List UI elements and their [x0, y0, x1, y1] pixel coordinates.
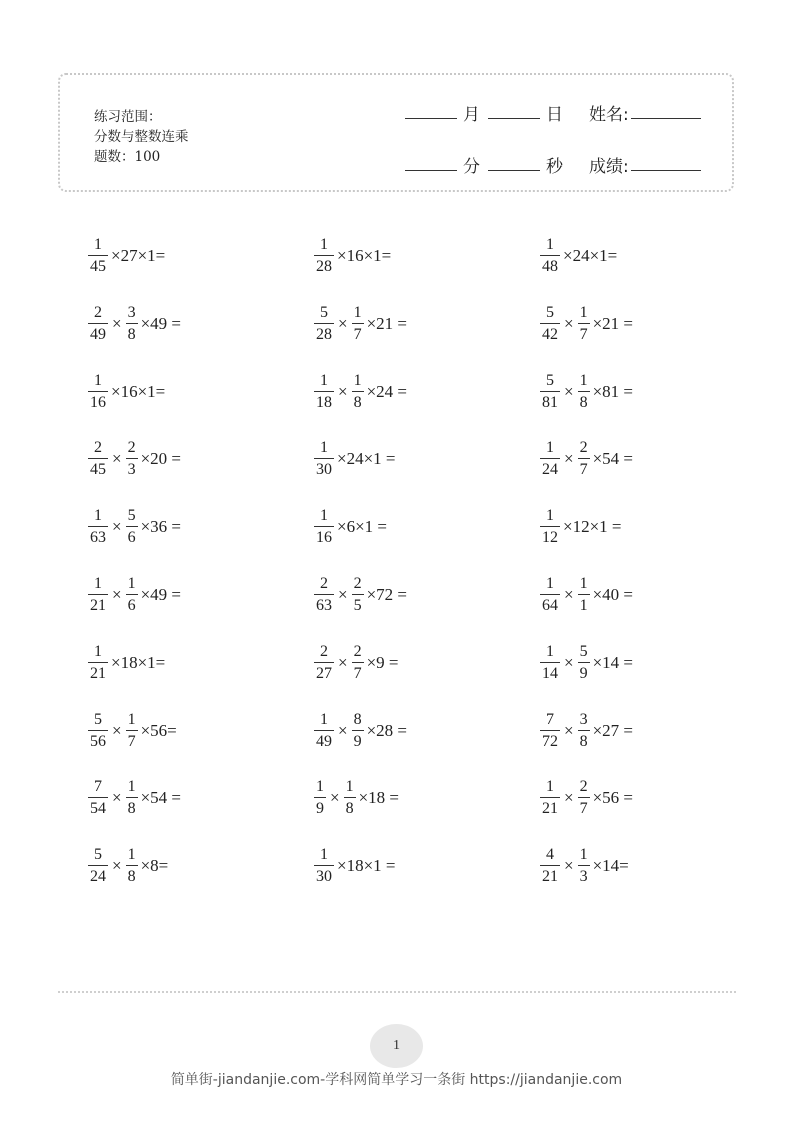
problem-tail: ×27×1= — [111, 246, 166, 265]
numerator: 1 — [353, 371, 362, 389]
problem — [88, 503, 181, 551]
numerator: 1 — [546, 507, 554, 525]
denominator: 54 — [88, 797, 108, 817]
problem — [88, 639, 165, 687]
numerator: 1 — [320, 507, 328, 525]
fraction — [314, 440, 334, 478]
fraction — [314, 373, 334, 411]
fraction — [352, 305, 364, 343]
fraction — [578, 576, 590, 614]
numerator: 1 — [94, 371, 102, 389]
problem-row — [88, 232, 748, 300]
times-sign: × — [564, 381, 574, 401]
times-sign: × — [112, 788, 122, 808]
problem — [540, 774, 633, 822]
problem-tail: ×20 = — [140, 449, 182, 469]
problem-tail: ×49 = — [140, 313, 182, 333]
numerator: 1 — [546, 236, 554, 253]
page-number: 1 — [370, 1024, 423, 1068]
problem — [540, 368, 633, 416]
problem-count: 题数：100 — [94, 149, 161, 165]
time-score-row — [405, 151, 701, 177]
denominator: 5 — [352, 594, 364, 614]
problem-tail: ×24×1 = — [337, 449, 396, 469]
denominator: 7 — [126, 730, 138, 750]
problem-row — [88, 639, 748, 707]
times-sign: × — [330, 788, 340, 808]
problem — [540, 707, 633, 755]
times-sign: × — [564, 584, 574, 604]
numerator: 2 — [320, 642, 328, 660]
fraction — [578, 373, 590, 411]
denominator: 8 — [352, 391, 364, 411]
fraction — [314, 644, 334, 682]
denominator: 7 — [352, 662, 364, 682]
denominator: 56 — [88, 730, 108, 750]
problem-row — [88, 503, 748, 571]
numerator: 1 — [316, 778, 324, 796]
problem-tail: ×54 = — [140, 788, 182, 808]
times-sign: × — [564, 720, 574, 740]
times-sign: × — [112, 856, 122, 876]
fraction — [88, 305, 108, 343]
denominator: 9 — [578, 662, 590, 682]
denominator: 8 — [344, 797, 356, 817]
fraction — [126, 305, 138, 343]
denominator: 48 — [540, 255, 560, 275]
problem — [540, 300, 633, 348]
numerator: 1 — [94, 236, 102, 253]
problem — [540, 503, 622, 551]
fraction — [88, 508, 108, 546]
problem — [314, 571, 407, 619]
fraction — [314, 305, 334, 343]
times-sign: × — [112, 584, 122, 604]
numerator: 2 — [579, 439, 588, 457]
denominator: 72 — [540, 730, 560, 750]
denominator: 28 — [314, 323, 334, 343]
numerator: 3 — [579, 710, 588, 728]
numerator: 1 — [345, 778, 354, 796]
denominator: 49 — [314, 730, 334, 750]
times-sign: × — [338, 313, 348, 333]
times-sign: × — [112, 449, 122, 469]
problem-tail: ×18 = — [358, 788, 400, 808]
fraction — [126, 576, 138, 614]
fraction — [540, 440, 560, 478]
fraction — [540, 847, 560, 885]
score-blank[interactable] — [631, 169, 701, 171]
problem-row — [88, 435, 748, 503]
numerator: 1 — [127, 574, 136, 592]
fraction — [352, 373, 364, 411]
numerator: 1 — [127, 778, 136, 796]
fraction — [88, 847, 108, 885]
fraction — [540, 779, 560, 817]
denominator: 49 — [88, 323, 108, 343]
denominator: 7 — [578, 797, 590, 817]
numerator: 1 — [546, 778, 554, 796]
denominator: 21 — [88, 662, 108, 682]
problem-tail: ×18×1 = — [337, 856, 396, 876]
problem — [314, 300, 407, 348]
student-fields — [405, 99, 701, 203]
denominator: 8 — [126, 797, 138, 817]
denominator: 8 — [126, 323, 138, 343]
fraction — [88, 779, 108, 817]
problem — [88, 571, 181, 619]
numerator: 1 — [546, 642, 554, 660]
fraction — [344, 779, 356, 817]
month-blank[interactable] — [405, 117, 457, 119]
problem-tail: ×12×1 = — [563, 517, 622, 537]
problem-tail: ×54 = — [592, 449, 634, 469]
problem-tail: ×9 = — [366, 652, 399, 672]
denominator: 81 — [540, 391, 560, 411]
denominator: 16 — [88, 391, 108, 411]
numerator: 1 — [320, 236, 328, 253]
numerator: 2 — [94, 439, 102, 457]
numerator: 3 — [127, 303, 136, 321]
denominator: 63 — [314, 594, 334, 614]
numerator: 1 — [353, 303, 362, 321]
numerator: 5 — [546, 303, 554, 321]
day-blank[interactable] — [488, 117, 540, 119]
fraction — [314, 576, 334, 614]
times-sign: × — [338, 381, 348, 401]
fraction — [126, 847, 138, 885]
denominator: 21 — [88, 594, 108, 614]
month-label: 月 — [463, 105, 480, 125]
problem — [88, 707, 177, 755]
numerator: 1 — [579, 371, 588, 389]
times-sign: × — [338, 584, 348, 604]
numerator: 2 — [320, 574, 328, 592]
problem-row — [88, 571, 748, 639]
problem-row — [88, 300, 748, 368]
denominator: 1 — [578, 594, 590, 614]
problem-tail: ×81 = — [592, 381, 634, 401]
numerator: 1 — [127, 710, 136, 728]
denominator: 45 — [88, 255, 108, 275]
fraction — [126, 779, 138, 817]
numerator: 5 — [127, 507, 136, 525]
fraction — [578, 305, 590, 343]
fraction — [314, 847, 334, 885]
worksheet-header — [58, 73, 734, 192]
footer-divider — [58, 991, 736, 993]
numerator: 1 — [127, 846, 136, 864]
numerator: 8 — [353, 710, 362, 728]
problem-tail: ×56 = — [592, 788, 634, 808]
denominator: 21 — [540, 797, 560, 817]
problem — [540, 842, 629, 890]
denominator: 16 — [314, 526, 334, 546]
numerator: 2 — [127, 439, 136, 457]
fraction — [540, 712, 560, 750]
fraction — [540, 373, 560, 411]
fraction — [540, 644, 560, 682]
numerator: 1 — [320, 371, 328, 389]
worksheet-info — [94, 107, 189, 167]
problem-tail: ×56= — [140, 720, 177, 740]
problem-row — [88, 368, 748, 436]
denominator: 7 — [578, 458, 590, 478]
denominator: 24 — [540, 458, 560, 478]
numerator: 5 — [320, 303, 328, 321]
problem — [314, 232, 391, 280]
denominator: 63 — [88, 526, 108, 546]
times-sign: × — [564, 449, 574, 469]
date-name-row — [405, 99, 701, 125]
problem — [540, 571, 633, 619]
numerator: 2 — [353, 574, 362, 592]
times-sign: × — [338, 720, 348, 740]
score-label: 成绩: — [589, 157, 629, 177]
problem-tail: ×21 = — [592, 313, 634, 333]
numerator: 1 — [320, 710, 328, 728]
problem — [88, 300, 181, 348]
problem-tail: ×6×1 = — [337, 517, 388, 537]
problem-tail: ×21 = — [366, 313, 408, 333]
numerator: 2 — [94, 303, 102, 321]
denominator: 6 — [126, 526, 138, 546]
numerator: 2 — [353, 642, 362, 660]
fraction — [314, 779, 326, 817]
numerator: 1 — [94, 642, 102, 660]
problem-tail: ×14= — [592, 856, 629, 876]
problem-tail: ×16×1= — [111, 381, 166, 401]
fraction — [126, 712, 138, 750]
denominator: 14 — [540, 662, 560, 682]
problem-tail: ×14 = — [592, 652, 634, 672]
problem — [314, 368, 407, 416]
problem — [314, 707, 407, 755]
problem-tail: ×16×1= — [337, 246, 392, 265]
problem — [314, 639, 399, 687]
denominator: 30 — [314, 458, 334, 478]
fraction — [540, 508, 560, 546]
problem — [88, 368, 165, 416]
numerator: 1 — [579, 574, 588, 592]
problem — [314, 774, 399, 822]
numerator: 1 — [320, 439, 328, 457]
fraction — [578, 712, 590, 750]
denominator: 7 — [578, 323, 590, 343]
numerator: 5 — [579, 642, 588, 660]
times-sign: × — [112, 313, 122, 333]
problem-tail: ×36 = — [140, 517, 182, 537]
problem-row — [88, 707, 748, 775]
minute-label: 分 — [463, 157, 480, 177]
minute-blank[interactable] — [405, 169, 457, 171]
denominator: 6 — [126, 594, 138, 614]
fraction — [126, 440, 138, 478]
fraction — [88, 576, 108, 614]
fraction — [314, 237, 334, 275]
numerator: 1 — [546, 574, 554, 592]
numerator: 1 — [579, 846, 588, 864]
numerator: 7 — [546, 710, 554, 728]
denominator: 8 — [578, 730, 590, 750]
denominator: 64 — [540, 594, 560, 614]
times-sign: × — [564, 652, 574, 672]
times-sign: × — [564, 856, 574, 876]
fraction — [88, 373, 108, 411]
numerator: 1 — [546, 439, 554, 457]
denominator: 24 — [88, 865, 108, 885]
fraction — [540, 237, 560, 275]
fraction — [578, 847, 590, 885]
problem — [88, 435, 181, 483]
denominator: 45 — [88, 458, 108, 478]
fraction — [540, 576, 560, 614]
second-label: 秒 — [546, 157, 563, 177]
fraction — [352, 576, 364, 614]
denominator: 3 — [126, 458, 138, 478]
problem — [540, 639, 633, 687]
problem — [88, 842, 168, 890]
problem-row — [88, 774, 748, 842]
denominator: 21 — [540, 865, 560, 885]
denominator: 8 — [578, 391, 590, 411]
problem-row — [88, 842, 748, 910]
denominator: 9 — [314, 797, 326, 817]
problem-tail: ×18×1= — [111, 652, 166, 672]
name-blank[interactable] — [631, 117, 701, 119]
fraction — [352, 712, 364, 750]
fraction — [578, 440, 590, 478]
denominator: 27 — [314, 662, 334, 682]
footer-text: 简单街-jiandanjie.com-学科网简单学习一条街 https://jiandanjie.com — [170, 1072, 623, 1088]
denominator: 8 — [126, 865, 138, 885]
fraction — [578, 644, 590, 682]
numerator: 5 — [94, 846, 102, 864]
numerator: 5 — [94, 710, 102, 728]
problem — [314, 435, 396, 483]
problem — [88, 232, 165, 280]
numerator: 1 — [320, 846, 328, 864]
times-sign: × — [564, 788, 574, 808]
problem — [540, 232, 617, 280]
fraction — [126, 508, 138, 546]
fraction — [314, 712, 334, 750]
problem-tail: ×49 = — [140, 584, 182, 604]
problem-tail: ×24×1= — [563, 246, 618, 265]
problem-tail: ×27 = — [592, 720, 634, 740]
second-blank[interactable] — [488, 169, 540, 171]
problem-tail: ×24 = — [366, 381, 408, 401]
denominator: 3 — [578, 865, 590, 885]
fraction — [578, 779, 590, 817]
fraction — [352, 644, 364, 682]
numerator: 2 — [579, 778, 588, 796]
problem — [88, 774, 181, 822]
denominator: 18 — [314, 391, 334, 411]
problem-grid — [88, 232, 748, 910]
times-sign: × — [338, 652, 348, 672]
fraction — [88, 712, 108, 750]
denominator: 9 — [352, 730, 364, 750]
problem-tail: ×40 = — [592, 584, 634, 604]
times-sign: × — [564, 313, 574, 333]
denominator: 28 — [314, 255, 334, 275]
numerator: 7 — [94, 778, 102, 796]
fraction — [540, 305, 560, 343]
problem-tail: ×28 = — [366, 720, 408, 740]
denominator: 30 — [314, 865, 334, 885]
problem — [314, 842, 396, 890]
denominator: 7 — [352, 323, 364, 343]
range-value: 分数与整数连乘 — [94, 129, 189, 145]
denominator: 12 — [540, 526, 560, 546]
numerator: 5 — [546, 371, 554, 389]
day-label: 日 — [546, 105, 563, 125]
fraction — [88, 440, 108, 478]
denominator: 42 — [540, 323, 560, 343]
numerator: 1 — [579, 303, 588, 321]
numerator: 4 — [546, 846, 554, 864]
fraction — [314, 508, 334, 546]
fraction — [88, 644, 108, 682]
numerator: 1 — [94, 507, 102, 525]
name-label: 姓名: — [589, 105, 629, 125]
problem — [540, 435, 633, 483]
times-sign: × — [112, 517, 122, 537]
numerator: 1 — [94, 574, 102, 592]
problem — [314, 503, 387, 551]
fraction — [88, 237, 108, 275]
problem-tail: ×8= — [140, 856, 169, 876]
problem-tail: ×72 = — [366, 584, 408, 604]
range-label: 练习范围： — [94, 109, 162, 125]
times-sign: × — [112, 720, 122, 740]
